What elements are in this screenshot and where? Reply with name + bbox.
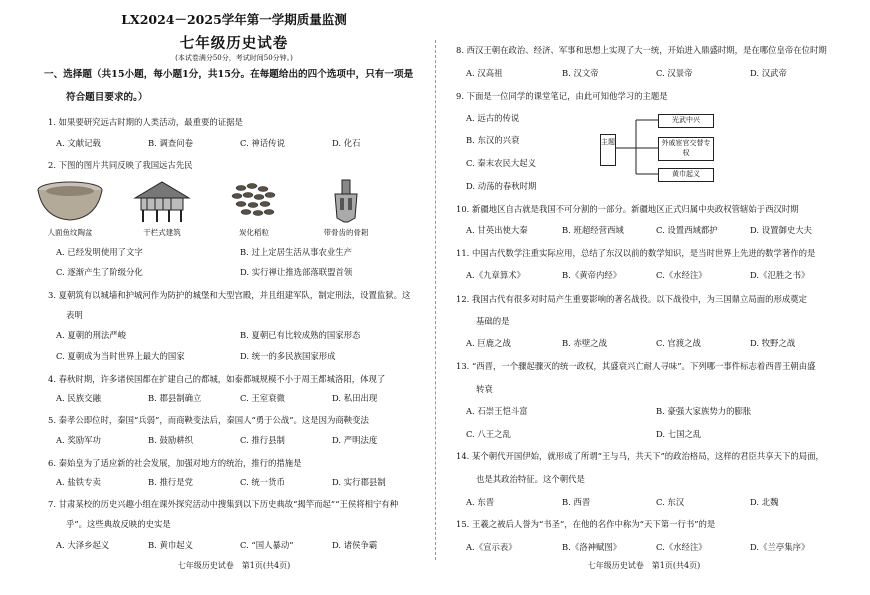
q12-option-a: A. 巨鹿之战 [466, 338, 511, 348]
q12-option-b: B. 赤壁之战 [562, 338, 607, 348]
question-2-options-row1 [56, 246, 424, 258]
q8-option-c: C. 汉景帝 [656, 68, 693, 78]
bone-spade-icon [311, 178, 381, 224]
q8-option-d: D. 汉武帝 [750, 68, 787, 78]
question-7: 7. 甘肃某校的历史兴趣小组在课外探究活动中搜集到以下历史典故“揭竿而起”“王侯将相宁有种 [48, 499, 399, 509]
q9-option-b: B. 东汉的兴衰 [466, 135, 520, 145]
footer-left: 七年级历史试卷 第1页(共4页) [177, 561, 291, 570]
q10-option-a: A. 甘英出使大秦 [466, 225, 528, 235]
q6-option-c: C. 统一货币 [240, 477, 285, 487]
q2-option-c: C. 逐渐产生了阶级分化 [56, 267, 143, 277]
q8-option-b: B. 汉文帝 [562, 68, 599, 78]
q3-option-d: D. 统一的多民族国家形成 [240, 351, 336, 361]
column-divider [435, 40, 436, 560]
question-14-cont: 也是其政治特征。这个朝代是 [476, 474, 585, 484]
stilt-house-icon [127, 178, 197, 224]
q15-option-c: C.《水经注》 [656, 542, 707, 552]
footer-right: 七年级历史试卷 第1页(共4页) [587, 561, 701, 570]
q6-option-b: B. 推行是党 [148, 477, 193, 487]
q15-option-b: B.《洛神赋图》 [562, 542, 622, 552]
right-column [446, 0, 842, 595]
question-14: 14. 某个朝代开国伊始，就形成了所谓“王与马，共天下”的政治格局，这样的君臣共享天下的局面， [456, 451, 824, 461]
pottery-basin-icon [35, 178, 105, 224]
question-7-options [56, 539, 424, 551]
question-6-options [56, 476, 424, 488]
diagram-root: 主题 [600, 134, 616, 166]
q4-option-a: A. 民族交融 [56, 393, 101, 403]
question-5-options [56, 434, 424, 446]
question-10-options [466, 224, 838, 236]
q3-option-c: C. 夏朝成为当时世界上最大的国家 [56, 351, 185, 361]
question-3-cont: 表明 [66, 310, 83, 320]
left-column [40, 0, 428, 595]
q1-option-d: D. 化石 [332, 138, 361, 148]
question-9: 9. 下面是一位同学的课堂笔记，由此可知他学习的主题是 [456, 91, 668, 101]
q7-option-d: D. 诸侯争霸 [332, 540, 378, 550]
q9-option-d: D. 动荡的春秋时期 [466, 181, 537, 191]
question-8-options [466, 67, 838, 79]
q4-option-d: D. 私田出现 [332, 393, 378, 403]
q2-option-a: A. 已经发明使用了文字 [56, 247, 143, 257]
question-5: 5. 秦孝公即位时，秦国“兵弱”，而商鞅变法后，秦国人“勇于公战”。这是因为商鞅变法 [48, 415, 369, 425]
question-6: 6. 秦始皇为了适应新的社会发展，加强对地方的统治，推行的措施是 [48, 458, 302, 468]
q11-option-b: B.《黄帝内经》 [562, 270, 622, 280]
caption-bone-spade: 带骨齿的骨耜 [323, 228, 369, 237]
exam-line: LX2024－2025学年第一学期质量监测 [121, 12, 347, 27]
question-12-cont: 基础的是 [476, 316, 510, 326]
question-2: 2. 下图的图片共同反映了我国远古先民 [48, 160, 193, 170]
q3-option-b: B. 夏朝已有比较成熟的国家形态 [240, 330, 361, 340]
q11-option-a: A.《九章算术》 [466, 270, 525, 280]
bone-spade-image [306, 178, 386, 240]
question-13-options-row1 [466, 405, 838, 417]
question-2-options-row2 [56, 266, 424, 278]
q12-option-d: D. 牧野之战 [750, 338, 796, 348]
question-7-cont: 乎”。这些典故反映的史实是 [66, 519, 171, 529]
q14-option-b: B. 西晋 [562, 497, 591, 507]
question-14-options [466, 496, 838, 508]
caption-stilt-house: 干栏式建筑 [143, 228, 181, 237]
q10-option-c: C. 设置西域都护 [656, 225, 718, 235]
diagram-item-3: 黄巾起义 [658, 168, 714, 182]
q12-option-c: C. 官渡之战 [656, 338, 701, 348]
question-11: 11. 中国古代数学注重实际应用，总结了东汉以前的数学知识，是当时世界上先进的数学著作的是 [456, 248, 816, 258]
q2-option-b: B. 过上定居生活从事农业生产 [240, 247, 352, 257]
q11-option-d: D.《氾胜之书》 [750, 270, 810, 280]
question-15-options [466, 541, 838, 553]
q6-option-d: D. 实行郡县制 [332, 477, 386, 487]
question-15: 15. 王羲之被后人誉为“书圣”，在他的名作中称为“天下第一行书”的是 [456, 519, 716, 529]
q2-option-d: D. 实行禅让推选部落联盟首领 [240, 267, 353, 277]
diagram-item-2: 外戚宦官交替专权 [658, 137, 714, 161]
rice-grains-icon [219, 178, 289, 224]
question-3-options-row2 [56, 350, 424, 362]
q5-option-c: C. 推行县制 [240, 435, 285, 445]
q13-option-a: A. 石崇王恺斗富 [466, 406, 528, 416]
caption-rice: 炭化稻粒 [239, 228, 269, 237]
q7-option-b: B. 黄巾起义 [148, 540, 193, 550]
caption-pottery: 人面鱼纹陶盆 [47, 228, 93, 237]
q5-option-d: D. 严明法度 [332, 435, 378, 445]
q15-option-a: A.《宣示表》 [466, 542, 517, 552]
q5-option-a: A. 奖励军功 [56, 435, 101, 445]
q7-option-c: C. “国人暴动” [240, 540, 294, 550]
question-1-options [56, 137, 424, 149]
exam-subtitle: (本试卷满分50分，考试时间50分钟。) [175, 54, 293, 62]
q14-option-a: A. 东晋 [466, 497, 495, 507]
q8-option-a: A. 汉高祖 [466, 68, 503, 78]
q11-option-c: C.《水经注》 [656, 270, 707, 280]
q6-option-a: A. 盐铁专卖 [56, 477, 101, 487]
section-heading-cont: 符合题目要求的。） [66, 92, 148, 103]
question-13-cont: 转衰 [476, 384, 493, 394]
q14-option-c: C. 东汉 [656, 497, 685, 507]
q9-option-a: A. 远古的传说 [466, 113, 520, 123]
diagram-item-1: 光武中兴 [658, 114, 714, 128]
q1-option-a: A. 文献记载 [56, 138, 101, 148]
question-10: 10. 新疆地区自古就是我国不可分割的一部分。新疆地区正式归属中央政权管辖始于西汉时期 [456, 204, 799, 214]
question-11-options [466, 269, 838, 281]
pottery-basin-image [30, 178, 110, 240]
question-13: 13. “西晋，一个骤起骤灭的统一政权，其盛衰兴亡耐人寻味”。下列哪一事件标志着西晋王朝由盛 [456, 361, 816, 371]
q10-option-b: B. 班超经营西域 [562, 225, 624, 235]
q4-option-c: C. 王室衰微 [240, 393, 285, 403]
question-13-options-row2 [466, 428, 838, 440]
q13-option-b: B. 豪强大家族势力的膨胀 [656, 406, 752, 416]
q15-option-d: D.《兰亭集序》 [750, 542, 810, 552]
section-heading: 一、选择题（共15小题，每小题1分，共15分。在每题给出的四个选项中，只有一项是 [44, 69, 414, 80]
question-3: 3. 夏朝筑有以城墙和护城河作为防护的城堡和大型宫殿，并且组建军队，制定刑法，设置监狱。这 [48, 290, 411, 300]
question-8: 8. 西汉王朝在政治、经济、军事和思想上实现了大一统，开始进入鼎盛时期，是在哪位皇帝在位时期 [456, 45, 827, 55]
q13-option-d: D. 七国之乱 [656, 429, 702, 439]
q4-option-b: B. 郡县制确立 [148, 393, 202, 403]
q13-option-c: C. 八王之乱 [466, 429, 511, 439]
q5-option-b: B. 鼓励耕织 [148, 435, 193, 445]
rice-grains-image [214, 178, 294, 240]
question-1: 1. 如果要研究远古时期的人类活动，最重要的证据是 [48, 117, 243, 127]
q14-option-d: D. 北魏 [750, 497, 779, 507]
stilt-house-image [122, 178, 202, 240]
q1-option-c: C. 神话传说 [240, 138, 285, 148]
q9-option-c: C. 秦末农民大起义 [466, 158, 537, 168]
question-12: 12. 我国古代有很多对时局产生重要影响的著名战役。以下战役中，为三国鼎立局面的形成奠定 [456, 294, 807, 304]
question-2-images [30, 178, 390, 240]
page-title: 七年级历史试卷 [179, 35, 289, 52]
q9-note-diagram [596, 112, 836, 187]
q10-option-d: D. 设置御史大夫 [750, 225, 812, 235]
q1-option-b: B. 调查问卷 [148, 138, 193, 148]
question-3-options-row1 [56, 329, 424, 341]
question-4-options [56, 392, 424, 404]
question-4: 4. 春秋时期，许多诸侯国都在扩建自己的都城，如泰都城规模不小于周王都城洛阳，体现了 [48, 374, 386, 384]
diagram-connectors [596, 112, 836, 187]
q7-option-a: A. 大泽乡起义 [56, 540, 110, 550]
question-12-options [466, 337, 838, 349]
q3-option-a: A. 夏朝的刑法严峻 [56, 330, 126, 340]
